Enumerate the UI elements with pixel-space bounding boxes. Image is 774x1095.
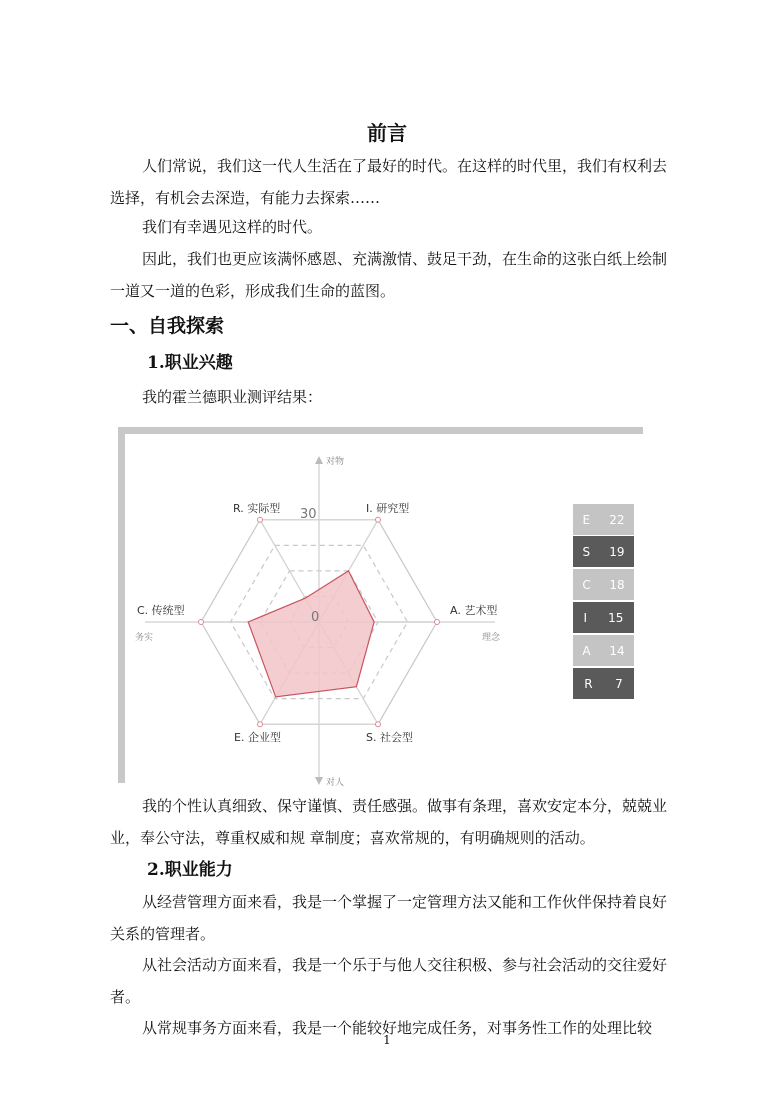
score-code: I <box>583 610 588 625</box>
axis-label-realistic: R. 实际型 <box>233 502 281 515</box>
score-box-e <box>573 504 634 535</box>
ability-paragraph-3: 从常规事务方面来看，我是一个能较好地完成任务，对事务性工作的处理比较 <box>142 1019 653 1037</box>
score-code: E <box>582 512 591 527</box>
radar-vertex-a <box>435 620 440 625</box>
radar-vertex-s <box>376 722 381 727</box>
axis-label-artistic: A. 艺术型 <box>450 604 498 617</box>
score-value: 19 <box>609 544 625 559</box>
score-box-s <box>573 536 634 567</box>
score-code: C <box>582 577 591 592</box>
ability-paragraph-2: 从社会活动方面来看，我是一个乐于与他人交往积极、参与社会活动的交往爱好者。 <box>110 956 668 1006</box>
score-value: 14 <box>609 643 625 658</box>
radar-score-area <box>248 571 374 697</box>
scale-label-max: 30 <box>300 507 317 522</box>
radar-vertex-c <box>199 620 204 625</box>
ability-paragraph-1: 从经营管理方面来看，我是一个掌握了一定管理方法又能和工作伙伴保持着良好关系的管理者。 <box>110 893 668 943</box>
axis-label-conventional: C. 传统型 <box>137 604 185 617</box>
direction-label-left: 务实 <box>135 633 154 643</box>
intro-paragraph-1: 人们常说，我们这一代人生活在了最好的时代。在这样的时代里，我们有权利去选择，有机会去深造，有能力去探索…… <box>110 157 668 207</box>
subheading-career-interest: 1.职业兴趣 <box>147 353 233 373</box>
score-value: 15 <box>608 610 624 625</box>
personality-paragraph: 我的个性认真细致、保守谨慎、责任感强。做事有条理，喜欢安定本分，兢兢业业，奉公守法，尊重权威和规 章制度；喜欢常规的，有明确规则的活动。 <box>110 797 668 847</box>
page-title: 前言 <box>367 121 407 145</box>
axis-label-enterprising: E. 企业型 <box>234 731 281 744</box>
intro-paragraph-3: 因此，我们也更应该满怀感恩、充满激情、鼓足干劲，在生命的这张白纸上绘制一道又一道的色彩，形成我们生命的蓝图。 <box>110 250 668 300</box>
axis-label-investigative: I. 研究型 <box>366 502 410 515</box>
score-value: 18 <box>609 577 625 592</box>
intro-paragraph-2: 我们有幸遇见这样的时代。 <box>142 218 323 236</box>
direction-label-right: 理念 <box>482 633 501 643</box>
scale-label-zero: 0 <box>311 610 320 625</box>
radar-vertex-i <box>376 517 381 522</box>
radar-vertex-e <box>258 722 263 727</box>
score-value: 22 <box>609 512 625 527</box>
arrow-down <box>315 777 323 785</box>
result-intro: 我的霍兰德职业测评结果： <box>142 388 323 406</box>
score-value: 7 <box>615 676 623 691</box>
score-box-i <box>573 602 634 633</box>
direction-label-bottom: 对人 <box>326 778 345 788</box>
section-heading-self-exploration: 一、自我探索 <box>110 315 225 337</box>
radar-vertex-r <box>258 517 263 522</box>
score-code: R <box>584 676 593 691</box>
axis-label-social: S. 社会型 <box>366 731 413 744</box>
direction-label-top: 对物 <box>326 457 345 467</box>
arrow-up <box>315 456 323 464</box>
subheading-career-ability: 2.职业能力 <box>147 860 233 880</box>
score-box-r <box>573 668 634 699</box>
score-box-a <box>573 635 634 666</box>
score-code: A <box>582 643 591 658</box>
page-number: 1 <box>383 1033 391 1047</box>
score-code: S <box>582 544 591 559</box>
score-box-c <box>573 569 634 600</box>
